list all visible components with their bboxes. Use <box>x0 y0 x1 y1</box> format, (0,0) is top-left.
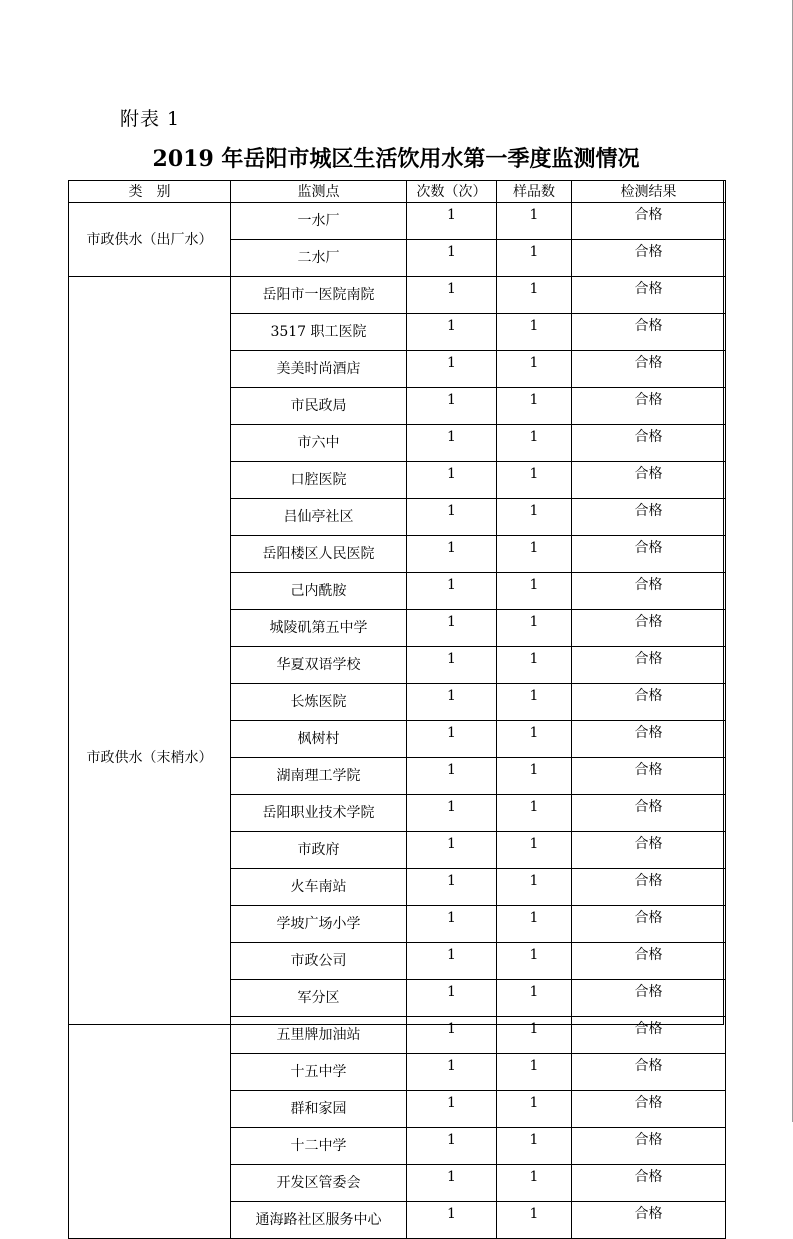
result-cell: 合格 <box>572 462 726 499</box>
site-cell: 学坡广场小学 <box>231 906 407 943</box>
table-row <box>69 203 726 240</box>
site-cell: 二水厂 <box>231 240 407 277</box>
site-cell: 口腔医院 <box>231 462 407 499</box>
result-cell: 合格 <box>572 721 726 758</box>
samples-cell: 1 <box>497 536 572 573</box>
result-cell: 合格 <box>572 1202 726 1239</box>
times-cell: 1 <box>407 240 497 277</box>
result-cell: 合格 <box>572 277 726 314</box>
samples-cell: 1 <box>497 388 572 425</box>
header-times: 次数（次） <box>407 181 497 203</box>
header-result: 检测结果 <box>572 181 726 203</box>
result-cell: 合格 <box>572 203 726 240</box>
annex-label: 附表 1 <box>120 108 181 130</box>
samples-cell: 1 <box>497 1017 572 1054</box>
result-cell: 合格 <box>572 536 726 573</box>
site-cell: 一水厂 <box>231 203 407 240</box>
samples-cell: 1 <box>497 277 572 314</box>
times-cell: 1 <box>407 388 497 425</box>
samples-cell: 1 <box>497 832 572 869</box>
samples-cell: 1 <box>497 610 572 647</box>
site-cell: 十二中学 <box>231 1128 407 1165</box>
monitoring-table <box>68 180 726 1239</box>
times-cell: 1 <box>407 1054 497 1091</box>
times-cell: 1 <box>407 943 497 980</box>
times-cell: 1 <box>407 425 497 462</box>
result-cell: 合格 <box>572 351 726 388</box>
result-cell: 合格 <box>572 388 726 425</box>
site-cell: 湖南理工学院 <box>231 758 407 795</box>
site-cell: 城陵矶第五中学 <box>231 610 407 647</box>
site-cell: 群和家园 <box>231 1091 407 1128</box>
times-cell: 1 <box>407 610 497 647</box>
site-cell: 十五中学 <box>231 1054 407 1091</box>
table-body <box>69 203 726 1239</box>
samples-cell: 1 <box>497 980 572 1017</box>
times-cell: 1 <box>407 203 497 240</box>
site-cell: 岳阳市一医院南院 <box>231 277 407 314</box>
site-cell: 五里牌加油站 <box>231 1017 407 1054</box>
samples-cell: 1 <box>497 1054 572 1091</box>
times-cell: 1 <box>407 1202 497 1239</box>
table-header-row <box>69 181 726 203</box>
site-cell: 军分区 <box>231 980 407 1017</box>
times-cell: 1 <box>407 1091 497 1128</box>
times-cell: 1 <box>407 869 497 906</box>
site-cell: 市民政局 <box>231 388 407 425</box>
samples-cell: 1 <box>497 1202 572 1239</box>
site-cell: 枫树村 <box>231 721 407 758</box>
result-cell: 合格 <box>572 758 726 795</box>
samples-cell: 1 <box>497 203 572 240</box>
times-cell: 1 <box>407 1165 497 1202</box>
samples-cell: 1 <box>497 684 572 721</box>
samples-cell: 1 <box>497 351 572 388</box>
result-cell: 合格 <box>572 980 726 1017</box>
times-cell: 1 <box>407 462 497 499</box>
result-cell: 合格 <box>572 906 726 943</box>
samples-cell: 1 <box>497 869 572 906</box>
times-cell: 1 <box>407 758 497 795</box>
header-category: 类 别 <box>69 181 231 203</box>
samples-cell: 1 <box>497 943 572 980</box>
header-site: 监测点 <box>231 181 407 203</box>
samples-cell: 1 <box>497 314 572 351</box>
result-cell: 合格 <box>572 610 726 647</box>
times-cell: 1 <box>407 684 497 721</box>
times-cell: 1 <box>407 277 497 314</box>
result-cell: 合格 <box>572 314 726 351</box>
samples-cell: 1 <box>497 906 572 943</box>
document-title: 2019 年岳阳市城区生活饮用水第一季度监测情况 <box>152 146 640 172</box>
result-cell: 合格 <box>572 1017 726 1054</box>
site-cell: 市政府 <box>231 832 407 869</box>
result-cell: 合格 <box>572 1128 726 1165</box>
times-cell: 1 <box>407 499 497 536</box>
result-cell: 合格 <box>572 795 726 832</box>
times-cell: 1 <box>407 1017 497 1054</box>
samples-cell: 1 <box>497 647 572 684</box>
times-cell: 1 <box>407 647 497 684</box>
site-cell: 市政公司 <box>231 943 407 980</box>
result-cell: 合格 <box>572 499 726 536</box>
site-cell: 通海路社区服务中心 <box>231 1202 407 1239</box>
samples-cell: 1 <box>497 462 572 499</box>
times-cell: 1 <box>407 906 497 943</box>
samples-cell: 1 <box>497 721 572 758</box>
samples-cell: 1 <box>497 795 572 832</box>
category-cell: 市政供水（末梢水） <box>69 277 231 1239</box>
result-cell: 合格 <box>572 647 726 684</box>
samples-cell: 1 <box>497 573 572 610</box>
category-cell: 市政供水（出厂水） <box>69 203 231 277</box>
result-cell: 合格 <box>572 684 726 721</box>
result-cell: 合格 <box>572 943 726 980</box>
result-cell: 合格 <box>572 240 726 277</box>
site-cell: 3517 职工医院 <box>231 314 407 351</box>
site-cell: 市六中 <box>231 425 407 462</box>
times-cell: 1 <box>407 573 497 610</box>
site-cell: 岳阳职业技术学院 <box>231 795 407 832</box>
site-cell: 己内酰胺 <box>231 573 407 610</box>
times-cell: 1 <box>407 721 497 758</box>
result-cell: 合格 <box>572 869 726 906</box>
samples-cell: 1 <box>497 758 572 795</box>
site-cell: 长炼医院 <box>231 684 407 721</box>
samples-cell: 1 <box>497 1091 572 1128</box>
times-cell: 1 <box>407 832 497 869</box>
header-samples: 样品数 <box>497 181 572 203</box>
table-row <box>69 277 726 314</box>
samples-cell: 1 <box>497 1128 572 1165</box>
result-cell: 合格 <box>572 425 726 462</box>
result-cell: 合格 <box>572 832 726 869</box>
times-cell: 1 <box>407 795 497 832</box>
result-cell: 合格 <box>572 1091 726 1128</box>
result-cell: 合格 <box>572 1165 726 1202</box>
result-cell: 合格 <box>572 1054 726 1091</box>
times-cell: 1 <box>407 1128 497 1165</box>
times-cell: 1 <box>407 980 497 1017</box>
samples-cell: 1 <box>497 425 572 462</box>
site-cell: 开发区管委会 <box>231 1165 407 1202</box>
samples-cell: 1 <box>497 1165 572 1202</box>
site-cell: 火车南站 <box>231 869 407 906</box>
times-cell: 1 <box>407 536 497 573</box>
result-cell: 合格 <box>572 573 726 610</box>
samples-cell: 1 <box>497 240 572 277</box>
site-cell: 华夏双语学校 <box>231 647 407 684</box>
site-cell: 美美时尚酒店 <box>231 351 407 388</box>
times-cell: 1 <box>407 351 497 388</box>
site-cell: 吕仙亭社区 <box>231 499 407 536</box>
site-cell: 岳阳楼区人民医院 <box>231 536 407 573</box>
times-cell: 1 <box>407 314 497 351</box>
samples-cell: 1 <box>497 499 572 536</box>
